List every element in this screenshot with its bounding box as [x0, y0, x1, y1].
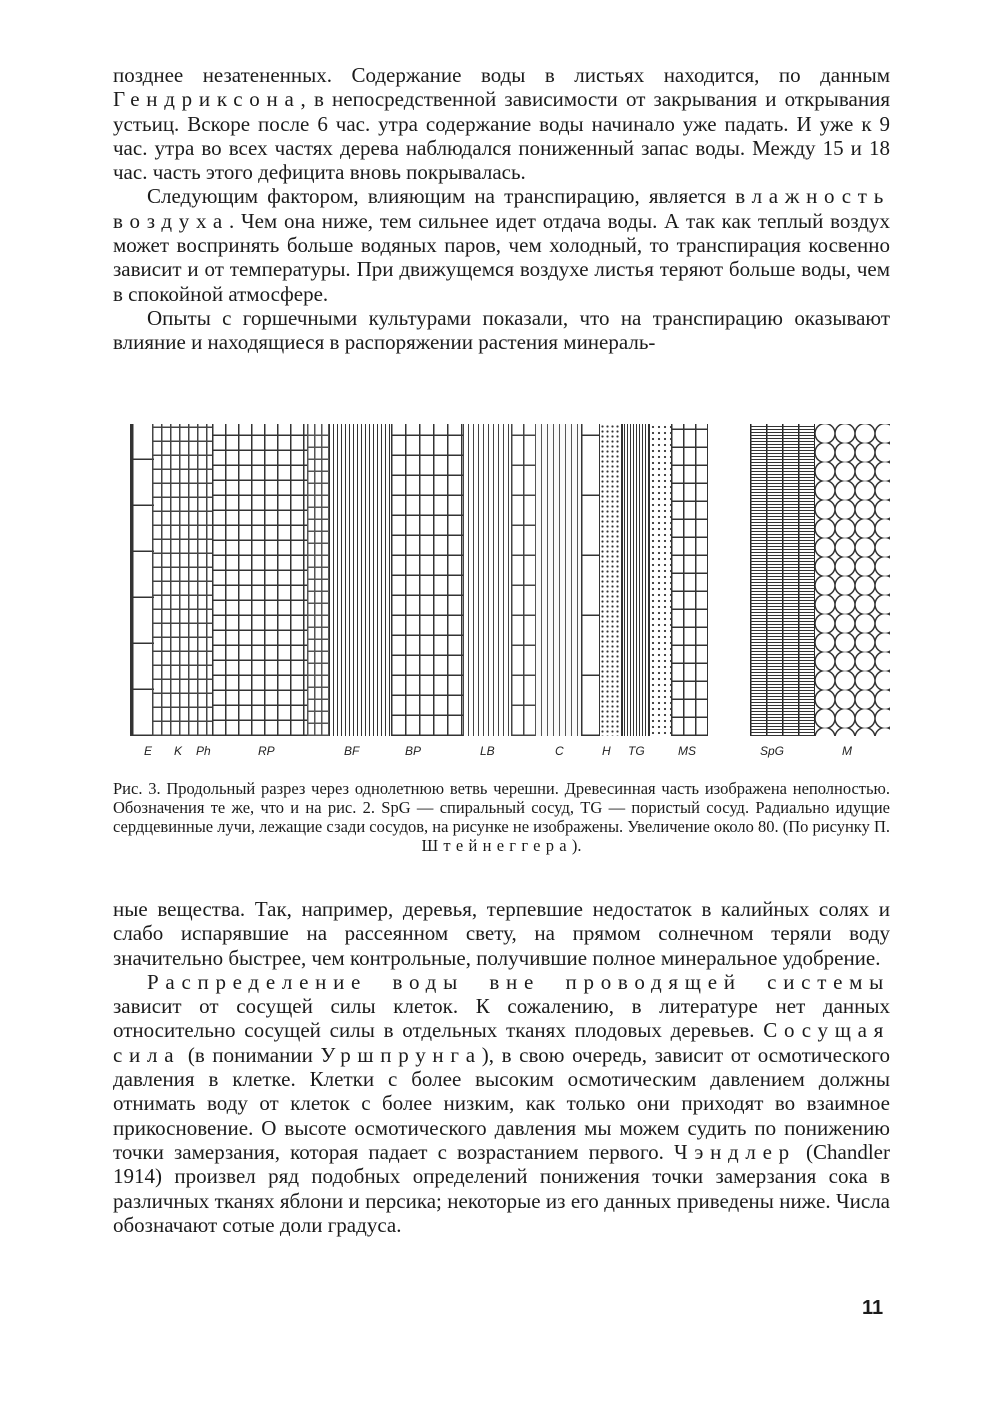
spaced-term: влажность воздуха	[113, 184, 890, 233]
paragraph-2: Следующим фактором, влияющим на транспирацию, является влажность воздуха. Чем она ниже, тем сильнее идет отдача воды. А так как теплый воздух может воспринять больше водяных паров, чем холодный, то транспирация косвенно зависит и от температуры. При движущемся воздухе листья теряют больше воды, чем в спокойной атмосфере.	[113, 184, 890, 306]
figure-label: H	[602, 744, 611, 758]
tissue-band	[815, 424, 890, 736]
page-number: 11	[862, 1297, 884, 1319]
figure-label: BF	[344, 744, 360, 758]
tissue-band	[130, 424, 154, 736]
paragraph-1: позднее незатененных. Содержание воды в листьях находится, по данным Гендриксона, в непосредственной зависимости от закрывания и открывания устьиц. Вскоре после 6 час. утра содержание воды начинало уже падать. И уже к 9 час. утра во всех частях дерева наблюдался пониженный запас воды. Между 15 и 18 час. часть этого дефицита вновь покрывалась.	[113, 63, 890, 185]
figure-label: MS	[678, 744, 696, 758]
tissue-band	[212, 424, 307, 736]
tissue-band	[329, 424, 391, 736]
figure-label: RP	[258, 744, 275, 758]
spaced-name: Гендриксона	[113, 87, 301, 112]
paragraph-5: Распределение воды вне проводящей системы зависит от сосущей силы клеток. К сожалению, в литературе нет данных относительно сосущей силы в отдельных тканях плодовых деревьев. Сосущая сила (в понимании Уршпрунга), в свою очередь, зависит от осмотического давления в клетке. Клетки с более высоким осмотическим давлением должны отнимать воду от клеток с более низким, как только они приходят во взаимное прикосновение. О высоте осмотического давления мы можем судить по понижению точки замерзания, которая падает с возрастанием первого. Чэндлер (Chandler 1914) произвел ряд подобных определений понижения точки замерзания сока в различных тканях яблони и персика; некоторые из его данных приведены ниже. Числа обозначают сотые доли градуса.	[113, 969, 891, 1237]
tissue-band	[152, 424, 212, 736]
figure-caption: Рис. 3. Продольный разрез через однолетнюю ветвь черешни. Древесинная часть изображена неполностью. Обозначения те же, что и на рис. 2. SpG — спиральный сосуд, TG — пористый сосуд. Радиально идущие сердцевинные лучи, лежащие сзади сосудов, на рисунке не изображены. Увеличение около 80. (По рисунку П. Штейнеггера).	[113, 779, 891, 855]
tissue-band	[307, 424, 329, 736]
tissue-band	[535, 424, 581, 736]
tissue-band	[391, 424, 463, 736]
figure-label: C	[555, 744, 564, 758]
tissue-band	[750, 424, 815, 736]
longitudinal-section-drawing	[130, 424, 708, 736]
body-text-bottom	[113, 897, 890, 1237]
spiral-vessel-pith-drawing	[750, 424, 890, 736]
tissue-band	[599, 424, 623, 736]
spaced-term: Сосущая сила	[113, 1018, 890, 1067]
figure-illustration	[130, 424, 890, 744]
tissue-band	[463, 424, 511, 736]
caption-author: Штейнеггера	[421, 836, 572, 855]
figure-label: SpG	[760, 744, 785, 758]
tissue-band	[621, 424, 649, 736]
figure-labels	[130, 744, 890, 766]
figure-label: K	[174, 744, 183, 758]
figure-label: Ph	[196, 744, 211, 758]
spaced-name: Уршпрунга	[320, 1042, 482, 1067]
figure-label: LB	[480, 744, 495, 758]
tissue-band	[671, 424, 708, 736]
figure-label: BP	[405, 744, 422, 758]
tissue-band	[581, 424, 599, 736]
tissue-band	[649, 424, 672, 736]
figure-label: M	[842, 744, 852, 758]
paragraph-3: Опыты с горшечными культурами показали, что на транспирацию оказывают влияние и находящиеся в распоряжении растения минераль-	[113, 305, 890, 355]
spaced-name: Чэндлер	[673, 1139, 796, 1164]
tissue-band	[511, 424, 535, 736]
figure-label: TG	[628, 744, 645, 758]
figure-label: E	[144, 744, 153, 758]
body-text-top	[113, 63, 890, 355]
paragraph-4: ные вещества. Так, например, деревья, терпевшие недостаток в калийных солях и слабо испарявшие на рассеянном свету, на прямом солнечном теряли воду значительно быстрее, чем контрольные, получившие полное минеральное удобрение.	[113, 897, 890, 970]
spaced-heading: Распределение воды вне проводящей системы	[147, 969, 890, 994]
